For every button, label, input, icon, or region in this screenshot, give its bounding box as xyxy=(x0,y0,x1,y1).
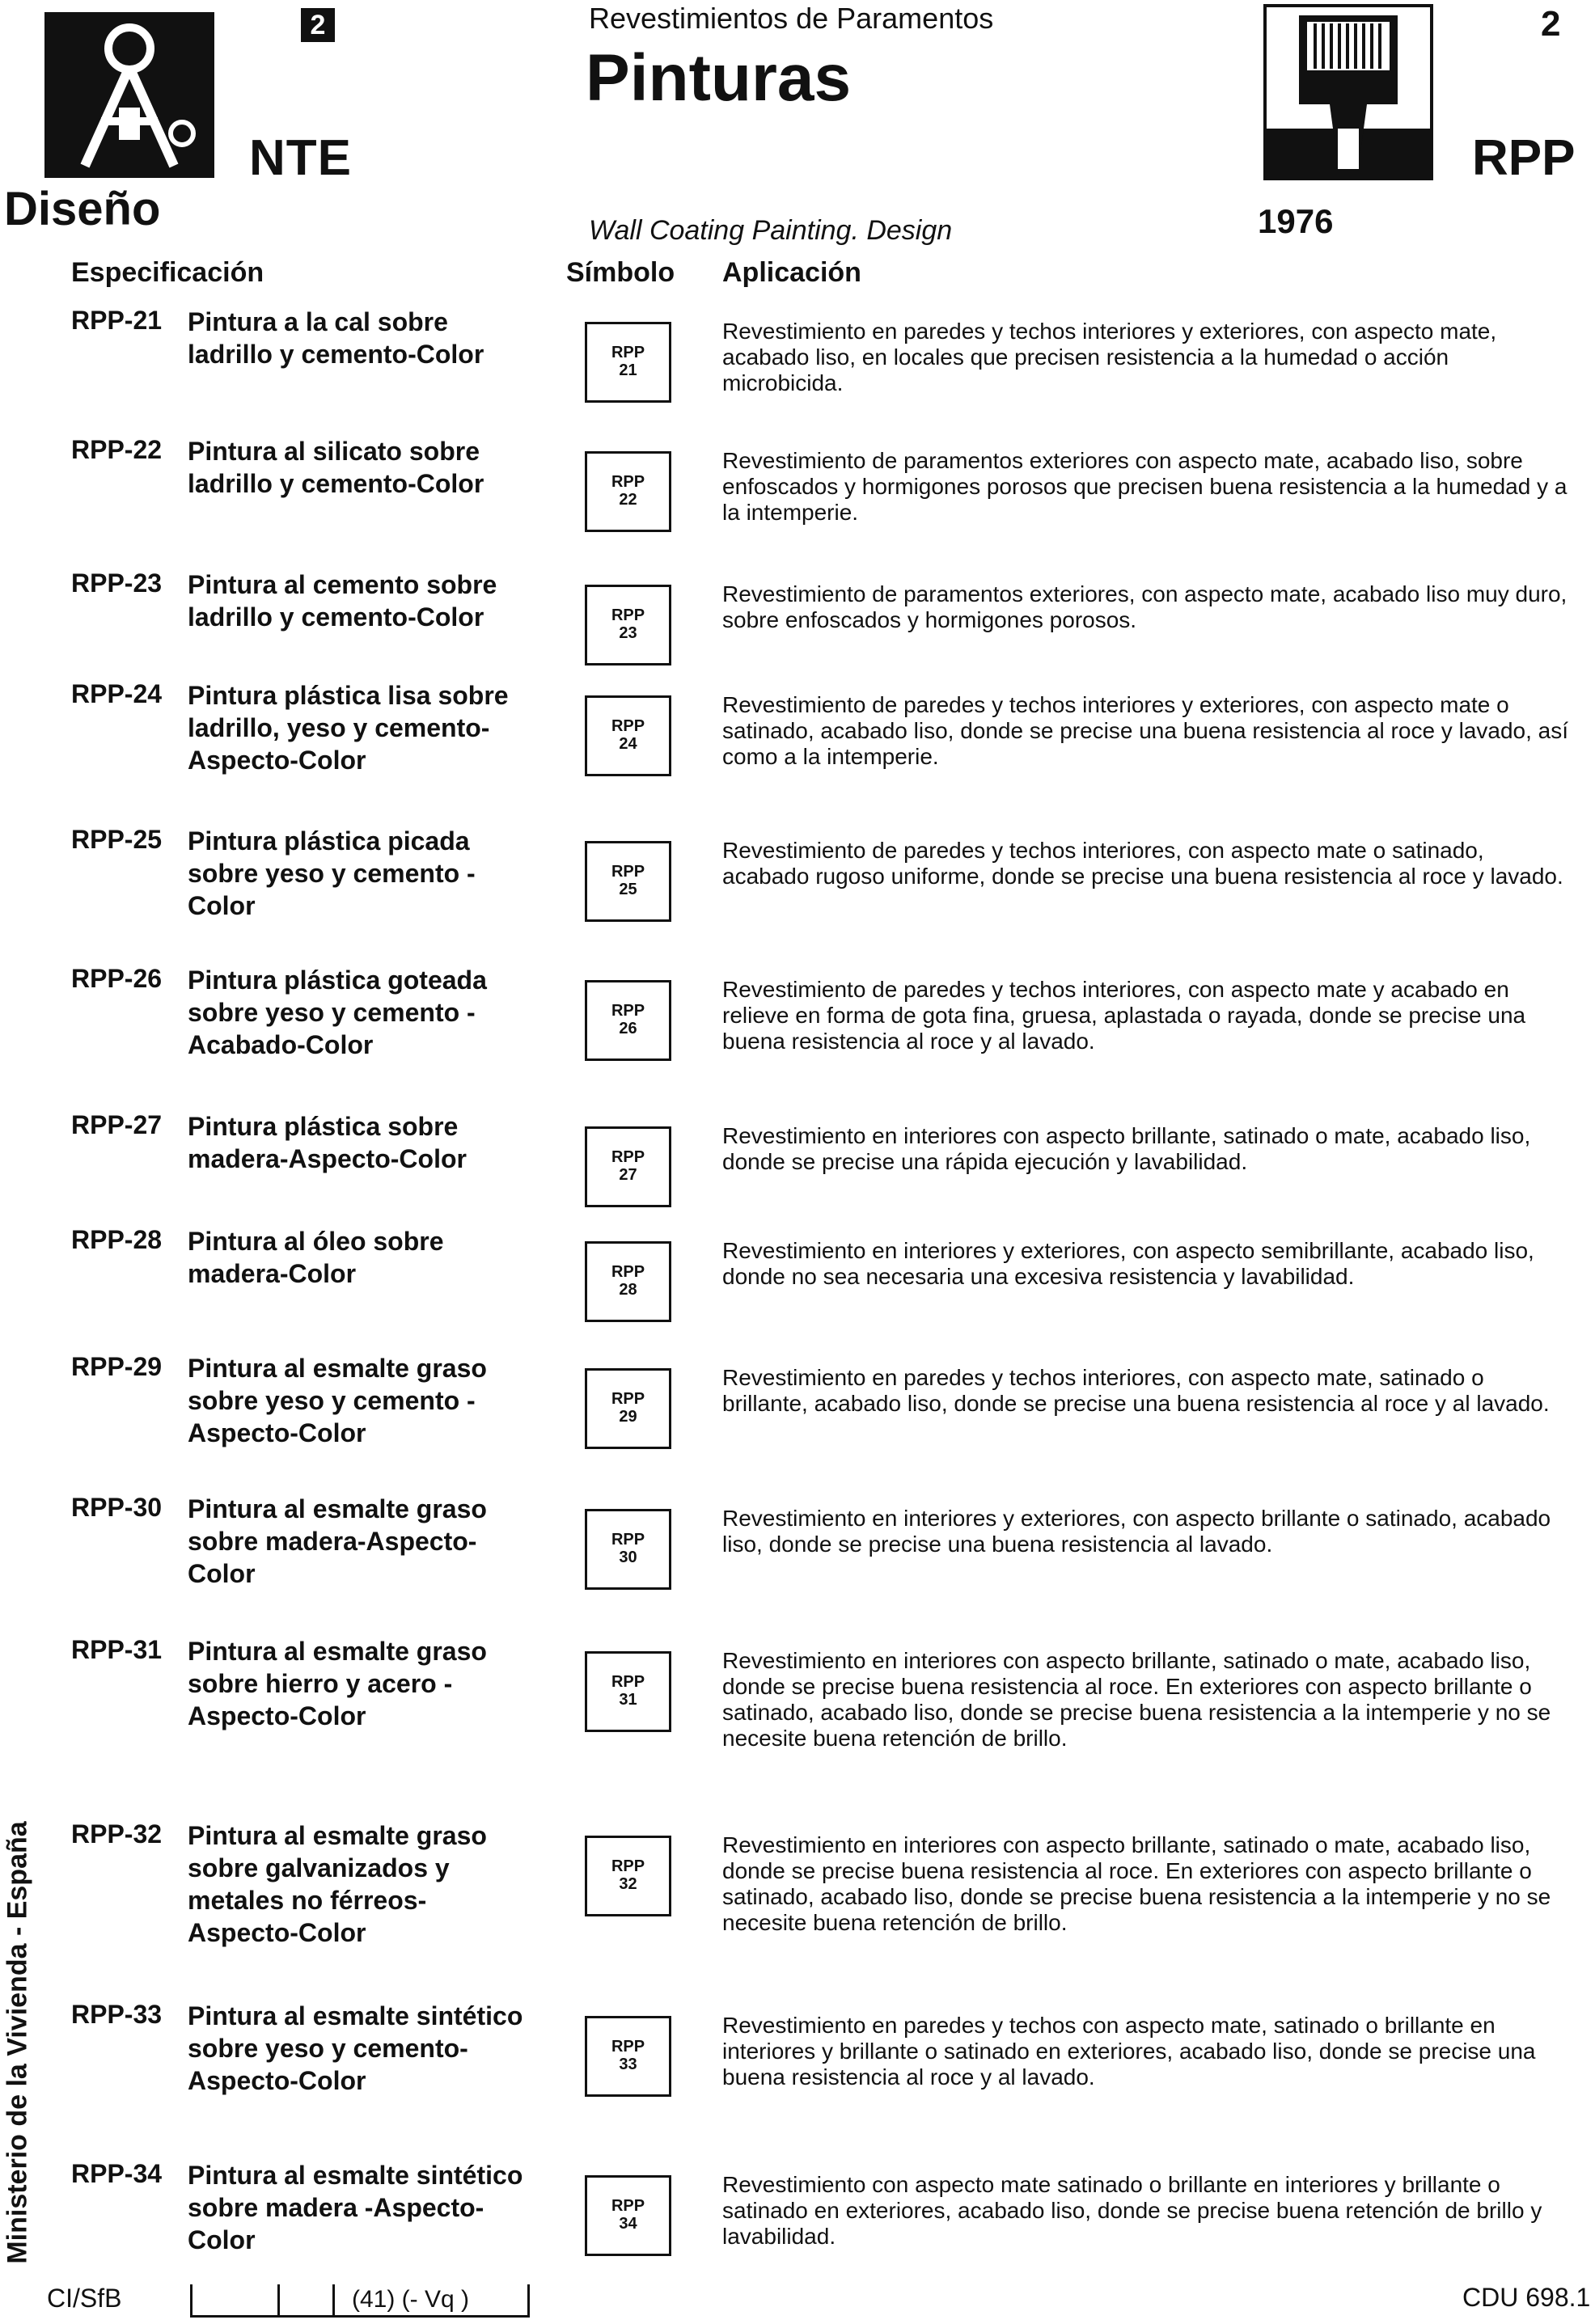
nte-compass-logo xyxy=(44,12,214,178)
spec-name: Pintura al silicato sobre ladrillo y cemento-Color xyxy=(188,437,484,498)
spec-code: RPP-29 xyxy=(71,1352,163,1381)
spec-application: Revestimiento en interiores y exteriores, con aspecto semibrillante, acabado liso, donde no sea necesaria una excesiva resistencia y lavabilidad. xyxy=(722,1238,1534,1289)
ministry-sidebar xyxy=(0,1784,40,2301)
spec-name: Pintura al esmalte graso sobre madera-Aspecto-Color xyxy=(188,1494,487,1588)
paintbrush-icon xyxy=(1267,7,1430,177)
symbol-prefix: RPP xyxy=(611,863,645,881)
spec-code: RPP-34 xyxy=(71,2159,163,2188)
symbol-number: 30 xyxy=(619,1549,637,1566)
spec-application: Revestimiento en interiores con aspecto brillante, satinado o mate, acabado liso, donde se precise buena resistencia al roce. En exteriores con aspecto brillante o satinado, acabado liso, donde se precise buena resistencia a la intemperie y no se necesite buena retención de brillo. xyxy=(722,1648,1551,1751)
symbol-prefix: RPP xyxy=(611,473,645,491)
symbol-box xyxy=(585,1836,671,1916)
symbol-prefix: RPP xyxy=(611,1263,645,1281)
column-header-spec: Especificación xyxy=(71,257,264,288)
spec-application: Revestimiento de paramentos exteriores con aspecto mate, acabado liso, sobre enfoscados y hormigones porosos que precisen buena resistencia a la humedad y a la intemperie. xyxy=(722,448,1568,525)
symbol-prefix: RPP xyxy=(611,2197,645,2215)
spec-name: Pintura plástica lisa sobre ladrillo, yeso y cemento-Aspecto-Color xyxy=(188,681,509,775)
symbol-number: 23 xyxy=(619,624,637,642)
spec-code: RPP-31 xyxy=(71,1635,163,1664)
symbol-box xyxy=(585,841,671,922)
compass-icon xyxy=(44,12,214,178)
symbol-box xyxy=(585,1368,671,1449)
sheet-number: 2 xyxy=(1541,4,1561,44)
symbol-prefix: RPP xyxy=(611,1002,645,1020)
symbol-number: 25 xyxy=(619,881,637,898)
symbol-number: 26 xyxy=(619,1020,637,1037)
column-header-application: Aplicación xyxy=(722,257,861,288)
spec-application: Revestimiento en interiores con aspecto brillante, satinado o mate, acabado liso, donde se precise buena resistencia al roce. En exteriores con aspecto brillante o satinado, acabado liso, donde se precise buena resistencia a la intemperie y no se necesite buena retención de brillo. xyxy=(722,1832,1551,1935)
spec-code: RPP-32 xyxy=(71,1819,163,1849)
symbol-box xyxy=(585,322,671,403)
symbol-number: 32 xyxy=(619,1875,637,1893)
symbol-prefix: RPP xyxy=(611,1531,645,1549)
spec-row xyxy=(0,1110,1595,1232)
classification-bar xyxy=(190,2283,530,2318)
spec-row xyxy=(0,1352,1595,1473)
spec-application: Revestimiento en paredes y techos con aspecto mate, satinado o brillante en interiores y brillante o satinado en exteriores, acabado liso, donde se precise una buena resistencia al roce y al lavado. xyxy=(722,2013,1536,2089)
symbol-box xyxy=(585,1509,671,1590)
spec-row xyxy=(0,679,1595,801)
symbol-prefix: RPP xyxy=(611,717,645,735)
symbol-prefix: RPP xyxy=(611,344,645,361)
spec-code: RPP-21 xyxy=(71,306,163,335)
symbol-number: 34 xyxy=(619,2215,637,2233)
spec-name: Pintura al esmalte graso sobre hierro y acero -Aspecto-Color xyxy=(188,1637,487,1730)
spec-row xyxy=(0,1819,1595,1947)
symbol-number: 27 xyxy=(619,1166,637,1184)
spec-name: Pintura al esmalte graso sobre yeso y cemento -Aspecto-Color xyxy=(188,1354,487,1447)
cdu-code: CDU 698.1 xyxy=(1462,2283,1591,2312)
spec-name: Pintura plástica sobre madera-Aspecto-Color xyxy=(188,1112,467,1173)
spec-application: Revestimiento en interiores y exteriores, con aspecto brillante o satinado, acabado liso, donde se precise una buena resistencia al lavado. xyxy=(722,1506,1551,1557)
spec-row xyxy=(0,2000,1595,2121)
spec-name: Pintura al cemento sobre ladrillo y cemento-Color xyxy=(188,570,497,632)
english-title: Wall Coating Painting. Design xyxy=(589,215,953,246)
symbol-number: 22 xyxy=(619,491,637,509)
spec-code: RPP-28 xyxy=(71,1225,163,1254)
symbol-number: 33 xyxy=(619,2056,637,2073)
spec-name: Pintura plástica goteada sobre yeso y cemento -Acabado-Color xyxy=(188,966,487,1059)
spec-code: RPP-23 xyxy=(71,568,163,598)
spec-name: Pintura al esmalte sintético sobre madera -Aspecto-Color xyxy=(188,2161,523,2254)
symbol-prefix: RPP xyxy=(611,1857,645,1875)
spec-name: Pintura al esmalte graso sobre galvanizados y metales no férreos-Aspecto-Color xyxy=(188,1821,487,1947)
spec-application: Revestimiento en interiores con aspecto brillante, satinado o mate, acabado liso, donde se precise una rápida ejecución y lavabilidad. xyxy=(722,1123,1531,1174)
symbol-prefix: RPP xyxy=(611,2038,645,2056)
section-title: Diseño xyxy=(4,183,161,235)
spec-code: RPP-30 xyxy=(71,1493,163,1522)
spec-code: RPP-33 xyxy=(71,2000,163,2029)
spec-row xyxy=(0,825,1595,946)
sheet-left-number: 2 xyxy=(301,8,335,42)
symbol-box xyxy=(585,2175,671,2256)
year: 1976 xyxy=(1258,202,1334,240)
ministry-label: Ministerio de la Vivienda - España xyxy=(2,1821,33,2264)
symbol-prefix: RPP xyxy=(611,606,645,624)
spec-row xyxy=(0,306,1595,427)
spec-name: Pintura al óleo sobre madera-Color xyxy=(188,1227,444,1288)
symbol-prefix: RPP xyxy=(611,1390,645,1408)
spec-application: Revestimiento de paramentos exteriores, con aspecto mate, acabado liso muy duro, sobre enfoscados y hormigones porosos. xyxy=(722,581,1568,632)
symbol-number: 29 xyxy=(619,1408,637,1426)
spec-code: RPP-25 xyxy=(71,825,163,854)
spec-row xyxy=(0,1635,1595,1756)
spec-name: Pintura a la cal sobre ladrillo y cemento-Color xyxy=(188,307,484,369)
nte-label: NTE xyxy=(249,130,352,186)
page-title: Pinturas xyxy=(586,41,852,115)
symbol-number: 24 xyxy=(619,735,637,753)
spec-code: RPP-24 xyxy=(71,679,163,708)
symbol-box xyxy=(585,1126,671,1207)
spec-application: Revestimiento en paredes y techos interiores y exteriores, con aspecto mate, acabado liso, en locales que precisen resistencia a la humedad o acción microbicida. xyxy=(722,319,1497,395)
spec-application: Revestimiento de paredes y techos interiores y exteriores, con aspecto mate o satinado, acabado liso, donde se precise una buena resistencia al roce y lavado, así como a la intemperie. xyxy=(722,692,1569,769)
spec-row xyxy=(0,568,1595,690)
spec-row xyxy=(0,435,1595,556)
standard-code: RPP xyxy=(1472,130,1576,186)
spec-row xyxy=(0,1493,1595,1614)
classification-code: (41) (- Vq ) xyxy=(352,2286,470,2313)
spec-code: RPP-22 xyxy=(71,435,163,464)
spec-code: RPP-27 xyxy=(71,1110,163,1139)
spec-row xyxy=(0,2159,1595,2280)
symbol-box xyxy=(585,2016,671,2097)
spec-row xyxy=(0,964,1595,1085)
symbol-prefix: RPP xyxy=(611,1673,645,1691)
symbol-box xyxy=(585,695,671,776)
spec-name: Pintura plástica picada sobre yeso y cemento -Color xyxy=(188,826,476,920)
spec-application: Revestimiento de paredes y techos interiores, con aspecto mate o satinado, acabado rugoso uniforme, donde se precise una buena resistencia al roce y lavado. xyxy=(722,838,1563,889)
column-header-symbol: Símbolo xyxy=(566,257,675,288)
symbol-box xyxy=(585,451,671,532)
symbol-box xyxy=(585,585,671,666)
spec-application: Revestimiento con aspecto mate satinado o brillante en interiores y brillante o satinado en exteriores, acabado liso, donde se precise buena retención de brillo y lavabilidad. xyxy=(722,2172,1542,2249)
paintbrush-logo xyxy=(1263,4,1433,180)
symbol-number: 21 xyxy=(619,361,637,379)
symbol-box xyxy=(585,1241,671,1322)
symbol-number: 28 xyxy=(619,1281,637,1299)
spec-name: Pintura al esmalte sintético sobre yeso y cemento-Aspecto-Color xyxy=(188,2001,523,2095)
symbol-number: 31 xyxy=(619,1691,637,1709)
symbol-prefix: RPP xyxy=(611,1148,645,1166)
spec-code: RPP-26 xyxy=(71,964,163,993)
cisfb-label: CI/SfB xyxy=(47,2284,122,2313)
symbol-box xyxy=(585,980,671,1061)
document-subtitle: Revestimientos de Paramentos xyxy=(589,2,994,35)
symbol-box xyxy=(585,1651,671,1732)
spec-row xyxy=(0,1225,1595,1346)
spec-application: Revestimiento de paredes y techos interiores, con aspecto mate y acabado en relieve en forma de gota fina, gruesa, aplastada o rayada, donde se precise una buena resistencia al roce y al lavado. xyxy=(722,977,1526,1054)
spec-application: Revestimiento en paredes y techos interiores, con aspecto mate, satinado o brillante, acabado liso, donde se precise una buena resistencia al roce y al lavado. xyxy=(722,1365,1550,1416)
